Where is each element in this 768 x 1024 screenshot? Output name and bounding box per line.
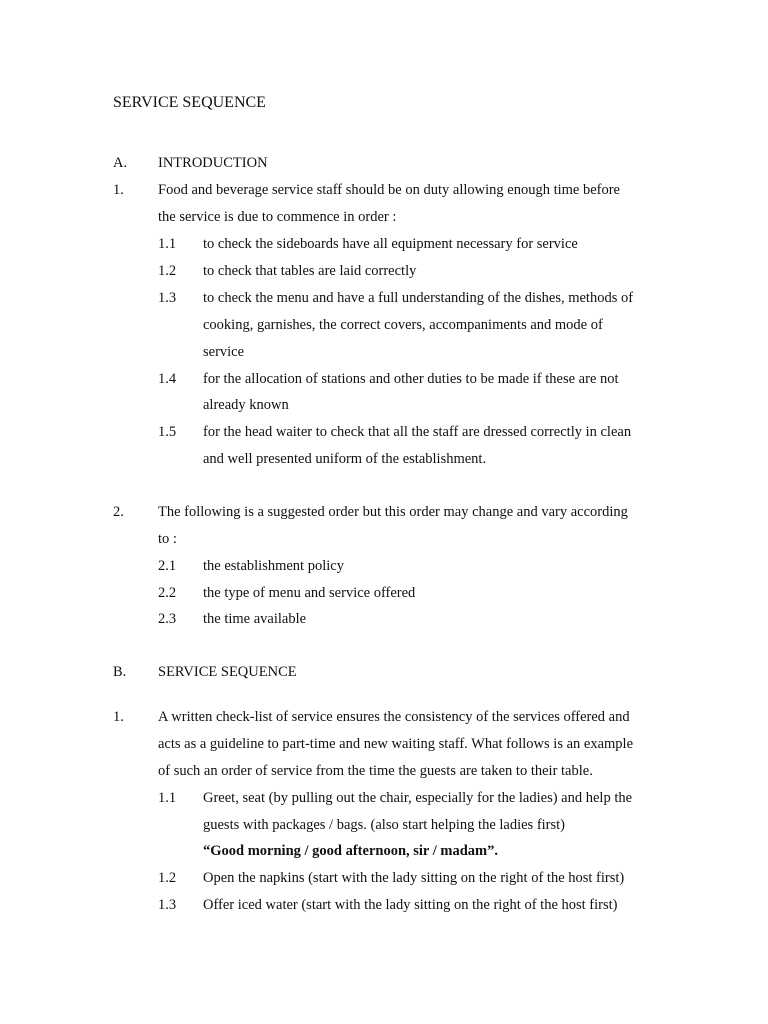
document-title: SERVICE SEQUENCE <box>113 94 266 111</box>
a-item1-number: 1. <box>113 182 124 198</box>
b-sub-1-2-number: 1.2 <box>158 870 177 886</box>
a-sub-2-1-number: 2.1 <box>158 558 177 574</box>
section-b-label: B. <box>113 664 127 680</box>
a-sub-2-2-text: the type of menu and service offered <box>203 585 416 601</box>
a-item2-number: 2. <box>113 504 124 520</box>
a-item2-line1: The following is a suggested order but this order may change and vary according <box>158 504 628 520</box>
a-sub-1-5-line2: and well presented uniform of the establishment. <box>203 451 487 467</box>
a-sub-1-5-line1: for the head waiter to check that all the staff are dressed correctly in clean <box>203 424 632 440</box>
a-sub-1-3-number: 1.3 <box>158 290 177 306</box>
a-item1-line2: the service is due to commence in order : <box>158 209 397 225</box>
a-sub-1-2-text: to check that tables are laid correctly <box>203 263 417 279</box>
a-sub-1-1-text: to check the sideboards have all equipment necessary for service <box>203 236 578 252</box>
b-sub-1-2-text: Open the napkins (start with the lady sitting on the right of the host first) <box>203 870 625 886</box>
b-item1-number: 1. <box>113 709 124 725</box>
section-a-heading: INTRODUCTION <box>158 155 268 171</box>
b-sub-1-1-greeting-quote: “Good morning / good afternoon, sir / madam”. <box>203 843 498 859</box>
b-sub-1-3-number: 1.3 <box>158 897 177 913</box>
a-sub-2-3-number: 2.3 <box>158 611 177 627</box>
b-item1-line1: A written check-list of service ensures the consistency of the services offered and <box>158 709 630 725</box>
b-item1-line3: of such an order of service from the time the guests are taken to their table. <box>158 763 593 779</box>
b-sub-1-1-line2: guests with packages / bags. (also start helping the ladies first) <box>203 817 566 833</box>
a-sub-2-3-text: the time available <box>203 611 307 627</box>
a-sub-1-3-line1: to check the menu and have a full understanding of the dishes, methods of <box>203 290 634 306</box>
b-sub-1-1-number: 1.1 <box>158 790 177 806</box>
a-sub-1-2-number: 1.2 <box>158 263 177 279</box>
section-b-heading: SERVICE SEQUENCE <box>158 664 297 680</box>
b-sub-1-1-line1: Greet, seat (by pulling out the chair, especially for the ladies) and help the <box>203 790 633 806</box>
b-item1-line2: acts as a guideline to part-time and new waiting staff. What follows is an example <box>158 736 634 752</box>
b-sub-1-3-text: Offer iced water (start with the lady sitting on the right of the host first) <box>203 897 618 913</box>
a-sub-2-1-text: the establishment policy <box>203 558 344 574</box>
a-sub-1-4-line1: for the allocation of stations and other duties to be made if these are not <box>203 371 619 387</box>
a-sub-1-3-line2: cooking, garnishes, the correct covers, accompaniments and mode of <box>203 317 603 333</box>
a-sub-1-3-line3: service <box>203 344 245 360</box>
a-item1-line1: Food and beverage service staff should be on duty allowing enough time before <box>158 182 620 198</box>
a-sub-1-5-number: 1.5 <box>158 424 177 440</box>
a-sub-1-4-number: 1.4 <box>158 371 177 387</box>
a-sub-1-4-line2: already known <box>203 397 289 413</box>
a-item2-line2: to : <box>158 531 177 547</box>
section-a-label: A. <box>113 155 128 171</box>
a-sub-1-1-number: 1.1 <box>158 236 177 252</box>
a-sub-2-2-number: 2.2 <box>158 585 177 601</box>
